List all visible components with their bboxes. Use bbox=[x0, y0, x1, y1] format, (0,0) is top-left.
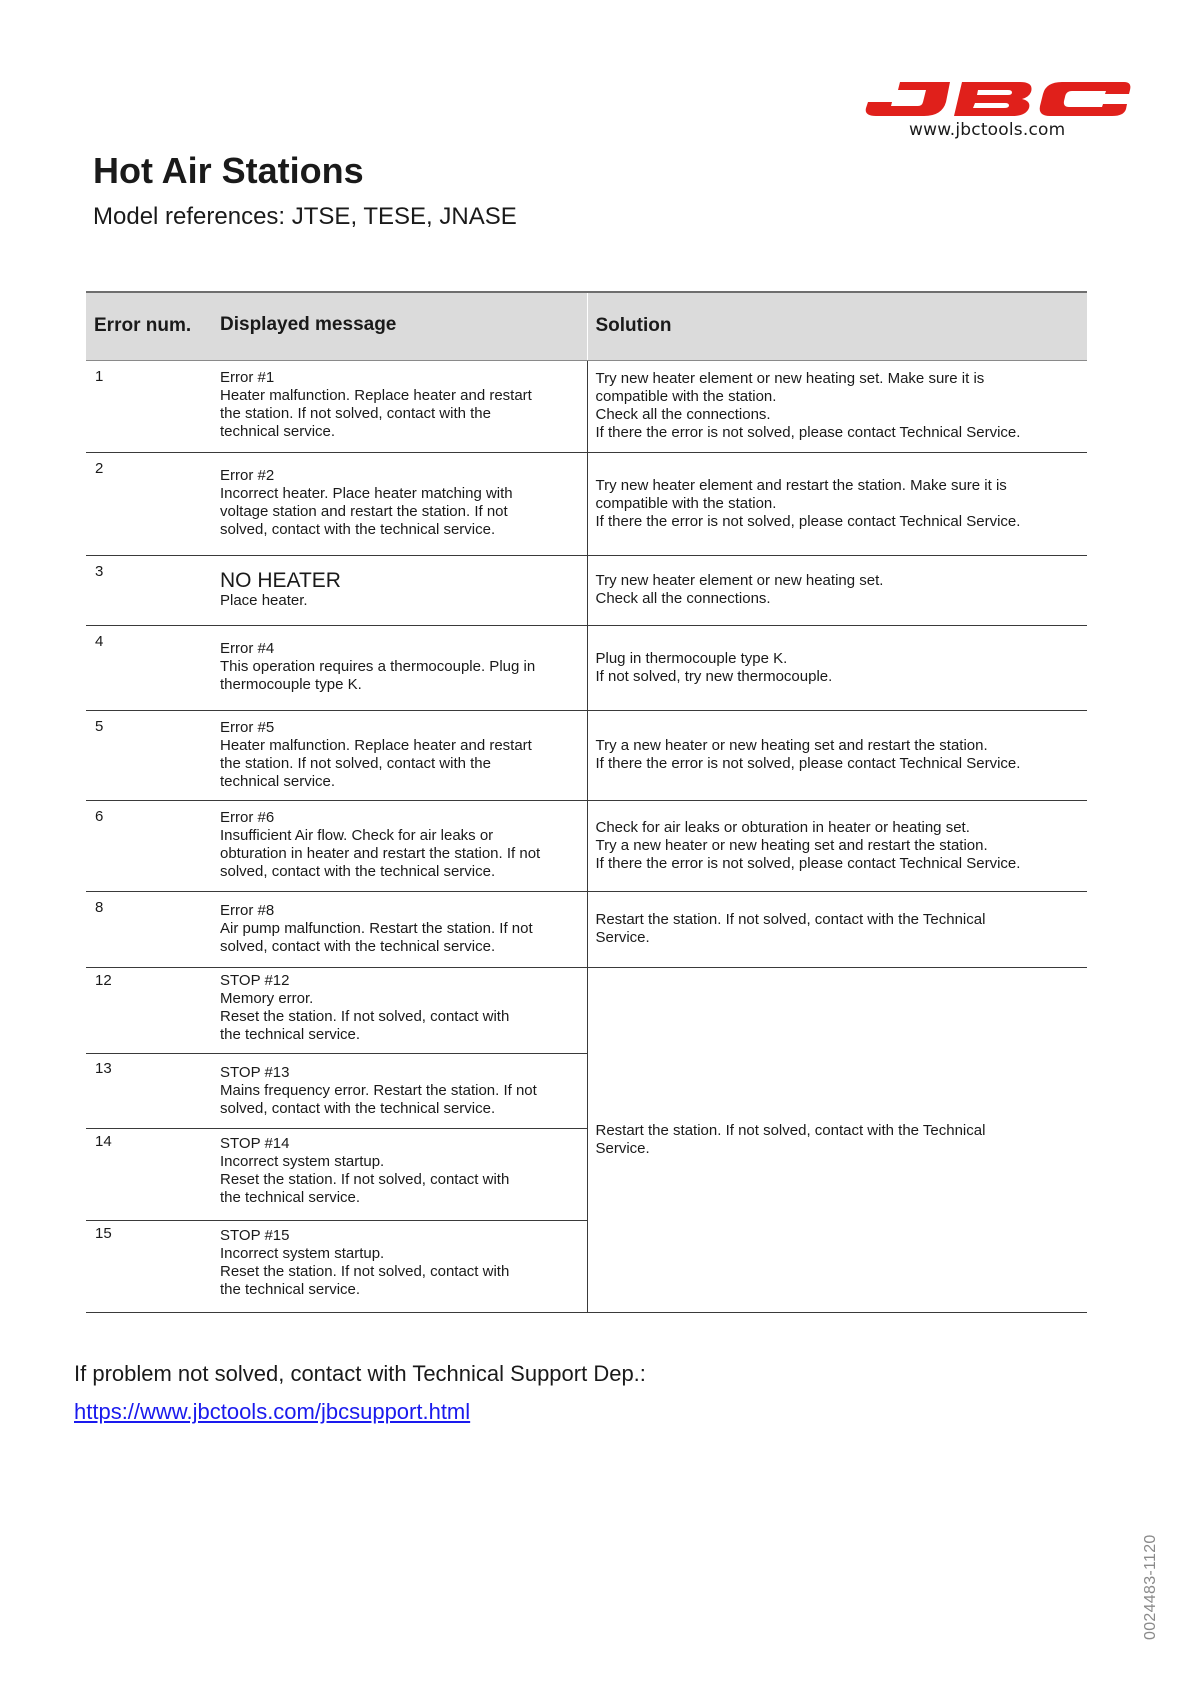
solution bbox=[587, 360, 1087, 452]
logo-url: www.jbctools.com bbox=[909, 120, 1066, 140]
solution-text: Try new heater element or new heating set. Check all the connections. bbox=[595, 572, 884, 607]
table-header-row bbox=[86, 292, 1087, 360]
message-text: STOP #13 Mains frequency error. Restart the station. If not solved, contact with the technical service. bbox=[220, 1063, 537, 1117]
solution-text: Try new heater element and restart the station. Make sure it is compatible with the station. If there the error is not solved, please contact Technical Service. bbox=[595, 476, 1021, 530]
displayed-message bbox=[212, 555, 587, 625]
error-num: 8 bbox=[86, 891, 212, 967]
message-text: STOP #12 Memory error. Reset the station. If not solved, contact with the technical service. bbox=[220, 971, 510, 1043]
error-num: 14 bbox=[86, 1128, 212, 1220]
error-num: 2 bbox=[86, 452, 212, 555]
document-code: 0024483-1120 bbox=[1142, 1534, 1159, 1640]
error-num: 13 bbox=[86, 1053, 212, 1128]
error-num: 4 bbox=[86, 625, 212, 710]
solution-text: Try a new heater or new heating set and restart the station. If there the error is not solved, please contact Technical Service. bbox=[595, 737, 1021, 772]
solution-text: Restart the station. If not solved, contact with the Technical Service. bbox=[595, 911, 986, 946]
error-num: 3 bbox=[86, 555, 212, 625]
message-text: STOP #14 Incorrect system startup. Reset the station. If not solved, contact with the technical service. bbox=[220, 1134, 510, 1206]
table-row bbox=[86, 710, 1087, 800]
table-row bbox=[86, 800, 1087, 891]
message-text: Error #6 Insufficient Air flow. Check for air leaks or obturation in heater and restart the station. If not solved, contact with the technical service. bbox=[220, 808, 541, 880]
header-solution: Solution bbox=[587, 292, 1087, 360]
displayed-message bbox=[212, 710, 587, 800]
error-num: 5 bbox=[86, 710, 212, 800]
support-link[interactable]: https://www.jbctools.com/jbcsupport.html bbox=[74, 1399, 471, 1424]
message-text: Error #4 This operation requires a thermocouple. Plug in thermocouple type K. bbox=[220, 639, 536, 693]
displayed-message bbox=[212, 1128, 587, 1220]
jbc-logo bbox=[862, 82, 1132, 142]
displayed-message bbox=[212, 452, 587, 555]
message-heading: NO HEATER bbox=[220, 568, 341, 592]
error-num: 6 bbox=[86, 800, 212, 891]
support-note: If problem not solved, contact with Technical Support Dep.: bbox=[74, 1361, 646, 1386]
message-text: Error #8 Air pump malfunction. Restart the station. If not solved, contact with the technical service. bbox=[220, 901, 533, 955]
solution-text: Restart the station. If not solved, contact with the Technical Service. bbox=[595, 1121, 986, 1157]
displayed-message bbox=[212, 1220, 587, 1312]
table-row bbox=[86, 555, 1087, 625]
page-subtitle: Model references: JTSE, TESE, JNASE bbox=[93, 203, 517, 230]
error-num: 15 bbox=[86, 1220, 212, 1312]
table-row bbox=[86, 891, 1087, 967]
solution bbox=[587, 555, 1087, 625]
error-num: 12 bbox=[86, 967, 212, 1053]
table-row bbox=[86, 625, 1087, 710]
table-row bbox=[86, 967, 1087, 1053]
displayed-message bbox=[212, 1053, 587, 1128]
displayed-message bbox=[212, 891, 587, 967]
solution bbox=[587, 967, 1087, 1312]
solution bbox=[587, 625, 1087, 710]
solution-text: Try new heater element or new heating set. Make sure it is compatible with the station. Check all the connections. If there the error is not solved, please contact Technical Service. bbox=[595, 370, 1021, 441]
message-text: Error #1 Heater malfunction. Replace heater and restart the station. If not solved, contact with the technical service. bbox=[220, 368, 532, 440]
table-row bbox=[86, 452, 1087, 555]
error-table bbox=[86, 291, 1087, 1313]
solution-text: Check for air leaks or obturation in heater or heating set. Try a new heater or new heating set and restart the station. If there the error is not solved, please contact Technical Service. bbox=[595, 818, 1021, 872]
displayed-message bbox=[212, 360, 587, 452]
jbc-logo-mark bbox=[862, 82, 1132, 118]
solution-text: Plug in thermocouple type K. If not solved, try new thermocouple. bbox=[595, 649, 833, 685]
displayed-message bbox=[212, 625, 587, 710]
message-text: Error #5 Heater malfunction. Replace heater and restart the station. If not solved, contact with the technical service. bbox=[220, 718, 532, 790]
displayed-message bbox=[212, 967, 587, 1053]
solution bbox=[587, 800, 1087, 891]
message-text: Error #2 Incorrect heater. Place heater matching with voltage station and restart the station. If not solved, contact with the technical service. bbox=[220, 466, 513, 538]
message-text: Place heater. bbox=[220, 591, 308, 609]
header-message: Displayed message bbox=[212, 292, 587, 360]
solution bbox=[587, 452, 1087, 555]
header-error-num: Error num. bbox=[86, 292, 212, 360]
page-title: Hot Air Stations bbox=[93, 150, 364, 191]
solution bbox=[587, 710, 1087, 800]
solution bbox=[587, 891, 1087, 967]
error-num: 1 bbox=[86, 360, 212, 452]
table-row bbox=[86, 360, 1087, 452]
displayed-message bbox=[212, 800, 587, 891]
message-text: STOP #15 Incorrect system startup. Reset the station. If not solved, contact with the technical service. bbox=[220, 1226, 510, 1298]
